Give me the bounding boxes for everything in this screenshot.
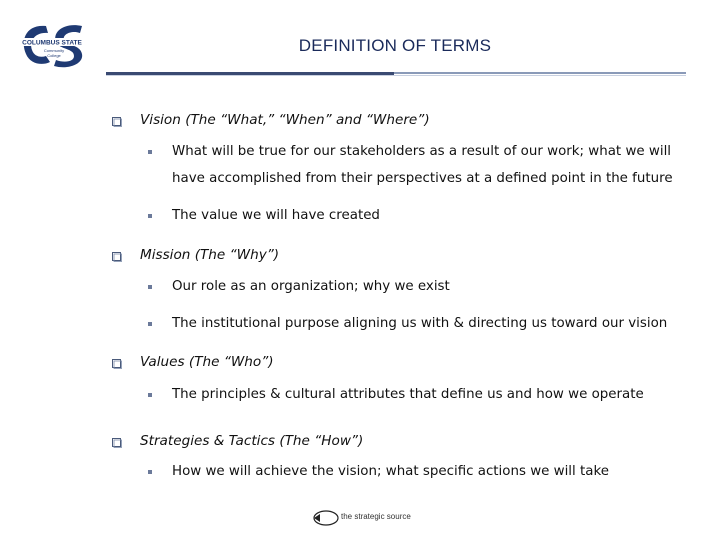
sub-item-text: The value we will have created (172, 208, 380, 223)
square-bullet-icon (148, 150, 152, 154)
page-title: DEFINITION OF TERMS (298, 36, 492, 55)
checkbox-bullet-icon (112, 250, 122, 260)
item-label: Values (The “Who”) (140, 354, 274, 370)
logo-text-bottom-1: Community (43, 48, 65, 53)
logo-text-bottom-2: College (47, 53, 61, 58)
square-bullet-icon (148, 214, 152, 218)
sub-item-text: What will be true for our stakeholders as a result of our work; what we will (172, 144, 672, 159)
columbus-state-logo (16, 20, 88, 70)
sub-item-text: The principles & cultural attributes that define us and how we operate (172, 387, 644, 402)
title-divider-light (394, 72, 686, 74)
item-label: Vision (The “What,” “When” and “Where”) (140, 112, 430, 128)
item-label: Mission (The “Why”) (140, 247, 280, 263)
checkbox-bullet-icon (112, 357, 122, 367)
checkbox-bullet-icon (112, 436, 122, 446)
square-bullet-icon (148, 470, 152, 474)
square-bullet-icon (148, 285, 152, 289)
sub-item-text-continued: have accomplished from their perspectives at a defined point in the future (172, 171, 673, 186)
logo-text-top: COLUMBUS STATE (22, 39, 82, 47)
footer-text: the strategic source (341, 512, 411, 521)
square-bullet-icon (148, 322, 152, 326)
title-divider-shadow (106, 75, 686, 76)
square-bullet-icon (148, 393, 152, 397)
sub-item-text: Our role as an organization; why we exist (172, 279, 450, 294)
item-label: Strategies & Tactics (The “How”) (140, 433, 364, 449)
checkbox-bullet-icon (112, 115, 122, 125)
sub-item-text: How we will achieve the vision; what specific actions we will take (172, 464, 609, 479)
sub-item-text: The institutional purpose aligning us with & directing us toward our vision (172, 316, 668, 331)
